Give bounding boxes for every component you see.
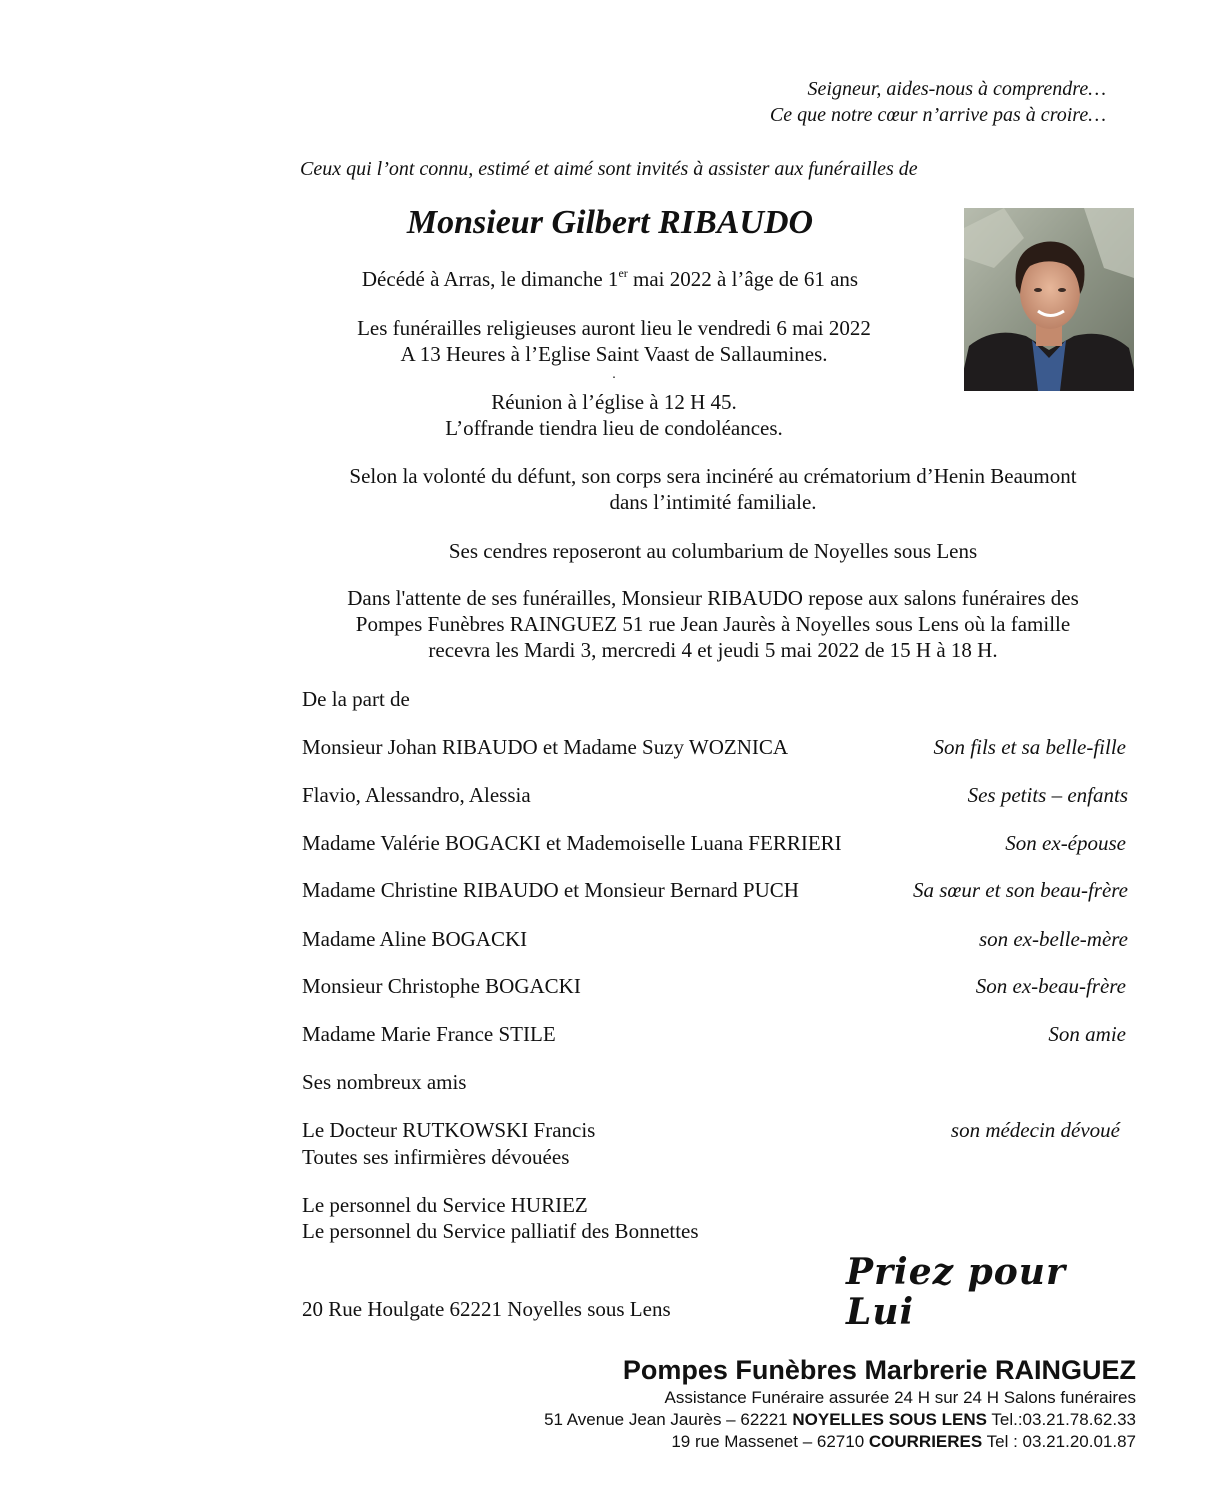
- address-1-phone: Tel.:03.21.78.62.33: [986, 1410, 1136, 1429]
- family-row: [302, 734, 1128, 762]
- family-row: [302, 782, 1128, 810]
- viewing-info: [300, 585, 1126, 663]
- viewing-line-1: Dans l'attente de ses funérailles, Monsieur RIBAUDO repose aux salons funéraires des: [347, 586, 1079, 610]
- staff-line-2: Le personnel du Service palliatif des Bonnettes: [302, 1219, 699, 1243]
- death-notice: [330, 266, 890, 292]
- ashes-info: Ses cendres reposeront au columbarium de Noyelles sous Lens: [448, 539, 978, 563]
- meeting-line-1: Réunion à l’église à 12 H 45.: [491, 390, 737, 414]
- nurses-line: Toutes ses infirmières dévouées: [302, 1145, 570, 1169]
- family-relation: Sa sœur et son beau-frère: [912, 878, 1128, 902]
- separator-dot: .: [612, 367, 616, 382]
- family-row: [302, 1069, 1128, 1097]
- family-member-name: Madame Christine RIBAUDO et Monsieur Bernard PUCH: [302, 878, 799, 902]
- deceased-name: Monsieur Gilbert RIBAUDO: [406, 204, 814, 241]
- family-row: [302, 1117, 1128, 1145]
- portrait-photo-icon: [964, 208, 1134, 391]
- funeral-home-address-2: [671, 1432, 1136, 1452]
- family-row: [302, 877, 1128, 905]
- portrait-photo: [964, 208, 1134, 391]
- cremation-line-2: dans l’intimité familiale.: [609, 490, 817, 514]
- family-relation: Son amie: [1048, 1022, 1126, 1046]
- meeting-info: [300, 389, 928, 441]
- family-relation: Ses petits – enfants: [967, 783, 1128, 807]
- family-member-name: Madame Valérie BOGACKI et Mademoiselle Luana FERRIERI: [302, 831, 842, 855]
- family-member-name: Monsieur Johan RIBAUDO et Madame Suzy WOZNICA: [302, 735, 789, 759]
- death-ordinal: er: [618, 266, 628, 280]
- family-row: [302, 926, 1128, 954]
- family-relation: Son ex-beau-frère: [975, 974, 1126, 998]
- epigraph: [506, 76, 1106, 128]
- address-1-street: 51 Avenue Jean Jaurès – 62221: [544, 1410, 793, 1429]
- cremation-line-1: Selon la volonté du défunt, son corps sera incinéré au crématorium d’Henin Beaumont: [349, 464, 1077, 488]
- invitation-text: Ceux qui l’ont connu, estimé et aimé sont invités à assister aux funérailles de: [300, 158, 918, 180]
- family-member-name: Ses nombreux amis: [302, 1070, 467, 1094]
- family-relation: Son ex-épouse: [1005, 831, 1126, 855]
- home-address: 20 Rue Houlgate 62221 Noyelles sous Lens: [302, 1297, 671, 1321]
- address-1-city: NOYELLES SOUS LENS: [792, 1410, 987, 1429]
- family-member-name: Monsieur Christophe BOGACKI: [302, 974, 581, 998]
- family-member-name: Flavio, Alessandro, Alessia: [302, 783, 531, 807]
- death-text-start: Décédé à Arras, le dimanche 1: [361, 267, 619, 291]
- staff-line-1: Le personnel du Service HURIEZ: [302, 1193, 588, 1217]
- family-member-name: Madame Aline BOGACKI: [302, 927, 528, 951]
- funeral-home-name: Pompes Funèbres Marbrerie RAINGUEZ: [622, 1355, 1136, 1385]
- cremation-info: [300, 463, 1126, 515]
- meeting-line-2: L’offrande tiendra lieu de condoléances.: [445, 416, 783, 440]
- address-2-phone: Tel : 03.21.20.01.87: [982, 1432, 1136, 1451]
- family-relation: Son fils et sa belle-fille: [933, 735, 1126, 759]
- family-row: [302, 1021, 1128, 1049]
- family-member-name: Le Docteur RUTKOWSKI Francis: [302, 1118, 596, 1142]
- address-2-street: 19 rue Massenet – 62710: [671, 1432, 869, 1451]
- ceremony-info: [300, 315, 928, 367]
- epigraph-line-1: Seigneur, aides-nous à comprendre…: [807, 78, 1106, 100]
- address-2-city: COURRIERES: [868, 1432, 983, 1451]
- prayer-script: Priez pour Lui: [846, 1251, 1066, 1333]
- family-row: [302, 973, 1128, 1001]
- viewing-line-2: Pompes Funèbres RAINGUEZ 51 rue Jean Jaurès à Noyelles sous Lens où la famille: [355, 612, 1071, 636]
- family-row: [302, 830, 1128, 858]
- family-relation: son ex-belle-mère: [978, 927, 1128, 951]
- epigraph-line-2: Ce que notre cœur n’arrive pas à croire…: [769, 104, 1106, 126]
- viewing-line-3: recevra les Mardi 3, mercredi 4 et jeudi 5 mai 2022 de 15 H à 18 H.: [428, 638, 998, 662]
- funeral-home-address-1: [544, 1410, 1136, 1430]
- from-label: De la part de: [302, 687, 410, 711]
- staff-lines: [302, 1192, 699, 1244]
- funeral-home-service: Assistance Funéraire assurée 24 H sur 24 H Salons funéraires: [664, 1388, 1136, 1407]
- ceremony-line-2: A 13 Heures à l’Eglise Saint Vaast de Sallaumines.: [400, 342, 828, 366]
- family-member-name: Madame Marie France STILE: [302, 1022, 556, 1046]
- death-text-end: mai 2022 à l’âge de 61 ans: [627, 267, 859, 291]
- family-relation: son médecin dévoué: [950, 1118, 1120, 1142]
- ceremony-line-1: Les funérailles religieuses auront lieu le vendredi 6 mai 2022: [357, 316, 871, 340]
